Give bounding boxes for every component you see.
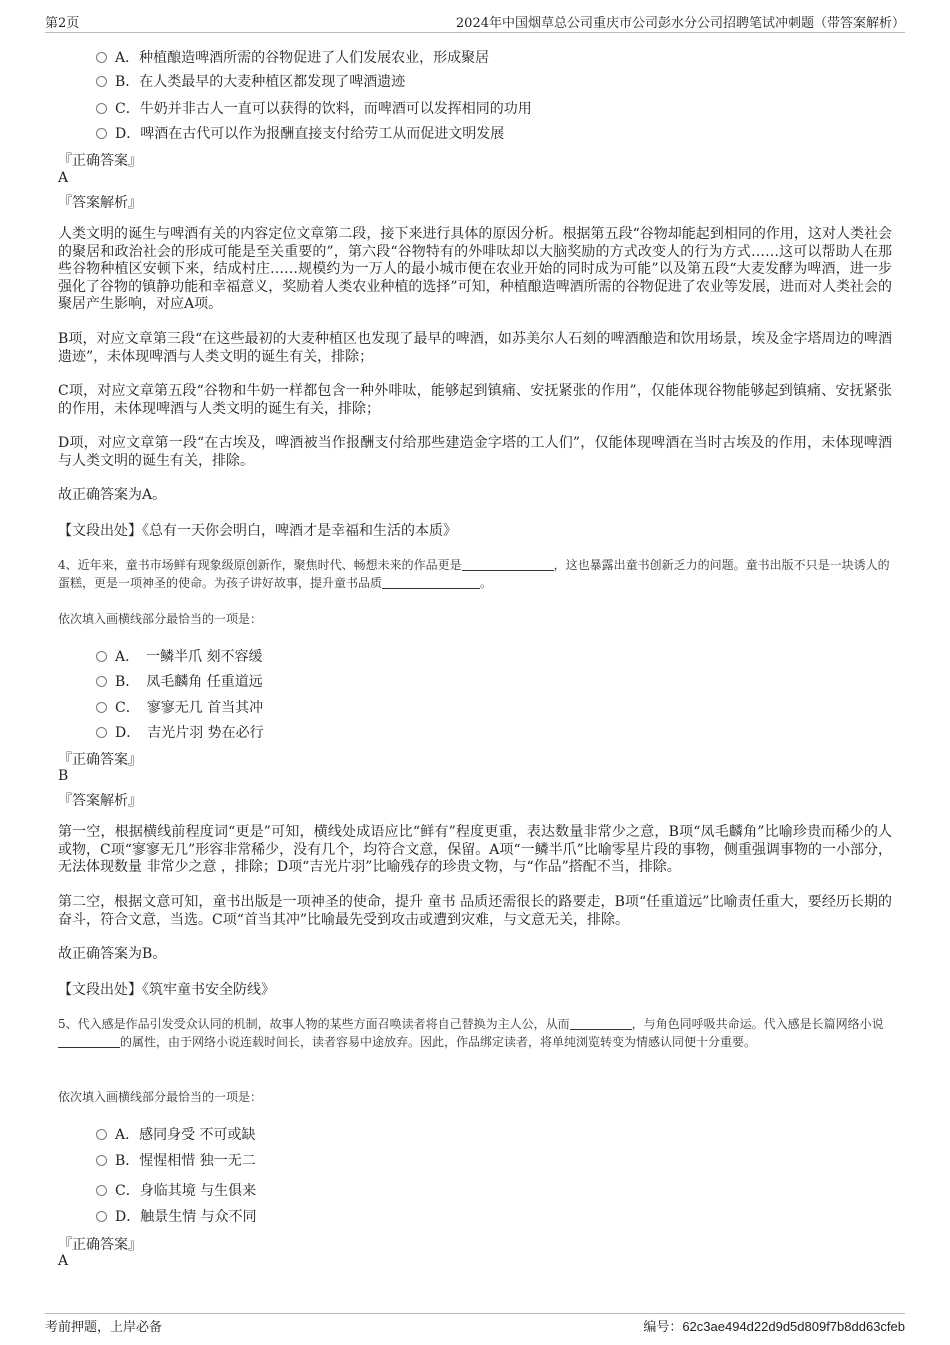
page-footer: [45, 1313, 905, 1340]
answer-value: A: [58, 1253, 69, 1269]
analysis-conclusion: 故正确答案为B。: [58, 946, 167, 962]
question-hint: 依次填入画横线部分最恰当的一项是：: [58, 612, 263, 626]
answer-value: A: [58, 170, 69, 186]
radio-icon[interactable]: [96, 702, 107, 713]
answer-label: 『正确答案』: [58, 752, 142, 768]
answer-value: B: [58, 768, 69, 784]
q4-option-a[interactable]: A． 一鳞半爪 刻不容缓: [96, 646, 263, 666]
radio-icon[interactable]: [96, 1185, 107, 1196]
radio-icon[interactable]: [96, 651, 107, 662]
q5-option-b[interactable]: B．惺惺相惜 独一无二: [96, 1150, 256, 1170]
analysis-label: 『答案解析』: [58, 793, 142, 809]
q5-option-d[interactable]: D．触景生情 与众不同: [96, 1206, 257, 1226]
radio-icon[interactable]: [96, 1155, 107, 1166]
q5-option-a[interactable]: A．感同身受 不可或缺: [96, 1124, 256, 1144]
answer-label: 『正确答案』: [58, 153, 142, 169]
blank: [570, 1029, 632, 1030]
analysis-paragraph: B项，对应文章第三段“在这些最初的大麦种植区也发现了最早的啤酒，如苏美尔人石刻的啤酒酿造和饮用场景，埃及金字塔周边的啤酒遗迹”，未体现啤酒与人类文明的诞生有关，排除；: [58, 331, 892, 365]
page-number: 第2页: [45, 16, 80, 31]
blank: [462, 570, 554, 571]
q4-option-c[interactable]: C． 寥寥无几 首当其冲: [96, 697, 263, 717]
source-citation: 【文段出处】《筑牢童书安全防线》: [58, 982, 275, 998]
footer-slogan: 考前押题，上岸必备: [45, 1320, 163, 1335]
source-citation: 【文段出处】《总有一天你会明白，啤酒才是幸福和生活的本质》: [58, 523, 457, 539]
analysis-paragraph: 第二空，根据文意可知，童书出版是一项神圣的使命，提升 童书 品质还需很长的路要走，B项“任重道远”比喻责任重大，要经历长期的奋斗，符合文意，当选。C项“首当其冲”比喻最先受到攻击或遭到灾难，与文意无关，排除。: [58, 894, 892, 928]
analysis-conclusion: 故正确答案为A。: [58, 487, 167, 503]
blank: [382, 588, 480, 589]
q4-option-d[interactable]: D． 吉光片羽 势在必行: [96, 722, 264, 742]
answer-label: 『正确答案』: [58, 1237, 142, 1253]
question-5: 5、代入感是作品引发受众认同的机制，故事人物的某些方面召唤读者将自己替换为主人公，从而 ，与角色同呼吸共命运。代入感是长篇网络小说的属性，由于网络小说连载时间长，读者容易中途放弃。因此，作品绑定读者，将单纯浏览转变为情感认同便十分重要。: [58, 1017, 884, 1049]
radio-icon[interactable]: [96, 1211, 107, 1222]
q3-option-d[interactable]: D．啤酒在古代可以作为报酬直接支付给劳工从而促进文明发展: [96, 123, 504, 143]
analysis-paragraph: 人类文明的诞生与啤酒有关的内容定位文章第二段，接下来进行具体的原因分析。根据第五段“谷物却能起到相同的作用，这对人类社会的聚居和政治社会的形成可能是至关重要的”，第六段“谷物特有的外啡呔却以大脑奖励的方式改变人的行为方式……这可以帮助人在那些谷物种植区安顿下来，结成村庄……规模约为一万人的最小城市便在农业开始的同时成为可能”以及第五段“大麦发酵为啤酒，进一步强化了谷物的镇静功能和幸福意义，奖励着人类农业种植的选择”可知，种植酿造啤酒所需的谷物促进了农业等发展，进而对人类社会的聚居产生影响，对应A项。: [58, 226, 892, 312]
radio-icon[interactable]: [96, 52, 107, 63]
q5-option-c[interactable]: C．身临其境 与生俱来: [96, 1180, 256, 1200]
analysis-label: 『答案解析』: [58, 195, 142, 211]
document-code: 编号：62c3ae494d22d9d5d809f7b8dd63cfeb: [643, 1319, 905, 1335]
radio-icon[interactable]: [96, 727, 107, 738]
analysis-paragraph: 第一空，根据横线前程度词“更是”可知，横线处成语应比“鲜有”程度更重，表达数量非常少之意，B项“凤毛麟角”比喻珍贵而稀少的人或物，C项“寥寥无几”形容非常稀少，没有几个，均符合文意，保留。A项“一鳞半爪”比喻零星片段的事物，侧重强调事物的一小部分，无法体现数量 非常少之意 ，排除；D项“吉光片羽”比喻残存的珍贵文物，与“作品”搭配不当，排除。: [58, 824, 892, 875]
radio-icon[interactable]: [96, 76, 107, 87]
q3-option-b[interactable]: B．在人类最早的大麦种植区都发现了啤酒遗迹: [96, 71, 405, 91]
q3-option-a[interactable]: A．种植酿造啤酒所需的谷物促进了人们发展农业，形成聚居: [96, 47, 489, 67]
page-header: [45, 10, 905, 33]
blank: [58, 1047, 120, 1048]
radio-icon[interactable]: [96, 676, 107, 687]
radio-icon[interactable]: [96, 103, 107, 114]
q3-option-c[interactable]: C．牛奶并非古人一直可以获得的饮料，而啤酒可以发挥相同的功用: [96, 98, 532, 118]
question-hint: 依次填入画横线部分最恰当的一项是：: [58, 1090, 263, 1104]
analysis-paragraph: C项，对应文章第五段“谷物和牛奶一样都包含一种外啡呔，能够起到镇痛、安抚紧张的作用”，仅能体现谷物能够起到镇痛、安抚紧张的作用，未体现啤酒与人类文明的诞生有关，排除；: [58, 383, 892, 417]
question-4: 4、近年来，童书市场鲜有现象级原创新作，聚焦时代、畅想未来的作品更是 ，这也暴露出童书创新乏力的问题。童书出版不只是一块诱人的蛋糕，更是一项神圣的使命。为孩子讲好故事，提升童书品质 。: [58, 558, 890, 590]
document-title: 2024年中国烟草总公司重庆市公司彭水分公司招聘笔试冲刺题（带答案解析）: [455, 16, 905, 31]
radio-icon[interactable]: [96, 128, 107, 139]
radio-icon[interactable]: [96, 1129, 107, 1140]
analysis-paragraph: D项，对应文章第一段“在古埃及，啤酒被当作报酬支付给那些建造金字塔的工人们”，仅能体现啤酒在当时古埃及的作用，未体现啤酒与人类文明的诞生有关，排除。: [58, 435, 892, 469]
q4-option-b[interactable]: B． 凤毛麟角 任重道远: [96, 671, 263, 691]
